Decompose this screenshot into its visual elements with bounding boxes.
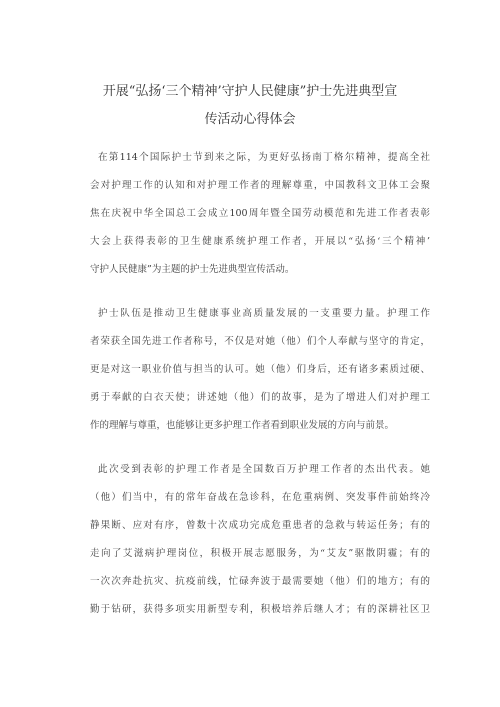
document-title-line-2: 传活动心得体会 xyxy=(204,112,296,127)
paragraph-3-line-2: （他）们当中，有的常年奋战在急诊科，在危重病例、突发事件前始终冷 xyxy=(90,492,430,503)
paragraph-3-line-3: 静果断、应对有序，曾数十次成功完成危重患者的急救与转运任务；有的 xyxy=(90,520,430,531)
paragraph-2-line-2: 者荣获全国先进工作者称号，不仅是对她（他）们个人奉献与坚守的肯定， xyxy=(90,336,430,347)
paragraph-2-line-4: 勇于奉献的白衣天使；讲述她（他）们的故事，是为了增进人们对护理工 xyxy=(90,392,430,403)
paragraph-1-line-5: 守护人民健康”为主题的护士先进典型宣传活动。 xyxy=(90,264,295,275)
paragraph-2-line-3: 更是对这一职业价值与担当的认可。她（他）们身后，还有诸多素质过硬、 xyxy=(90,364,430,375)
paragraph-1-line-1: 在第114个国际护士节到来之际，为更好弘扬南丁格尔精神，提高全社 xyxy=(98,152,430,163)
paragraph-1-line-3: 焦在庆祝中华全国总工会成立100周年暨全国劳动模范和先进工作者表彰 xyxy=(90,208,430,219)
paragraph-3-line-6: 勤于钻研，获得多项实用新型专利，积极培养后继人才；有的深耕社区卫 xyxy=(90,604,430,615)
paragraph-2-line-5: 作的理解与尊重，也能够让更多护理工作者看到职业发展的方向与前景。 xyxy=(90,420,395,431)
paragraph-3-line-5: 一次次奔赴抗灾、抗疫前线，忙碌奔波于最需要她（他）们的地方；有的 xyxy=(90,576,430,587)
paragraph-3-line-1: 此次受到表彰的护理工作者是全国数百万护理工作者的杰出代表。她 xyxy=(98,464,430,475)
paragraph-3-line-4: 走向了艾滋病护理岗位，积极开展志愿服务，为“艾友”驱散阴霾；有的 xyxy=(90,548,430,559)
document-title-line-1: 开展“弘扬‘三个精神’守护人民健康”护士先进典型宣 xyxy=(102,84,398,99)
paragraph-1-line-4: 大会上获得表彰的卫生健康系统护理工作者，开展以“弘扬‘三个精神’ xyxy=(90,236,430,247)
paragraph-2-line-1: 护士队伍是推动卫生健康事业高质量发展的一支重要力量。护理工作 xyxy=(98,308,430,319)
paragraph-1-line-2: 会对护理工作的认知和对护理工作者的理解尊重，中国教科文卫体工会聚 xyxy=(90,180,430,191)
